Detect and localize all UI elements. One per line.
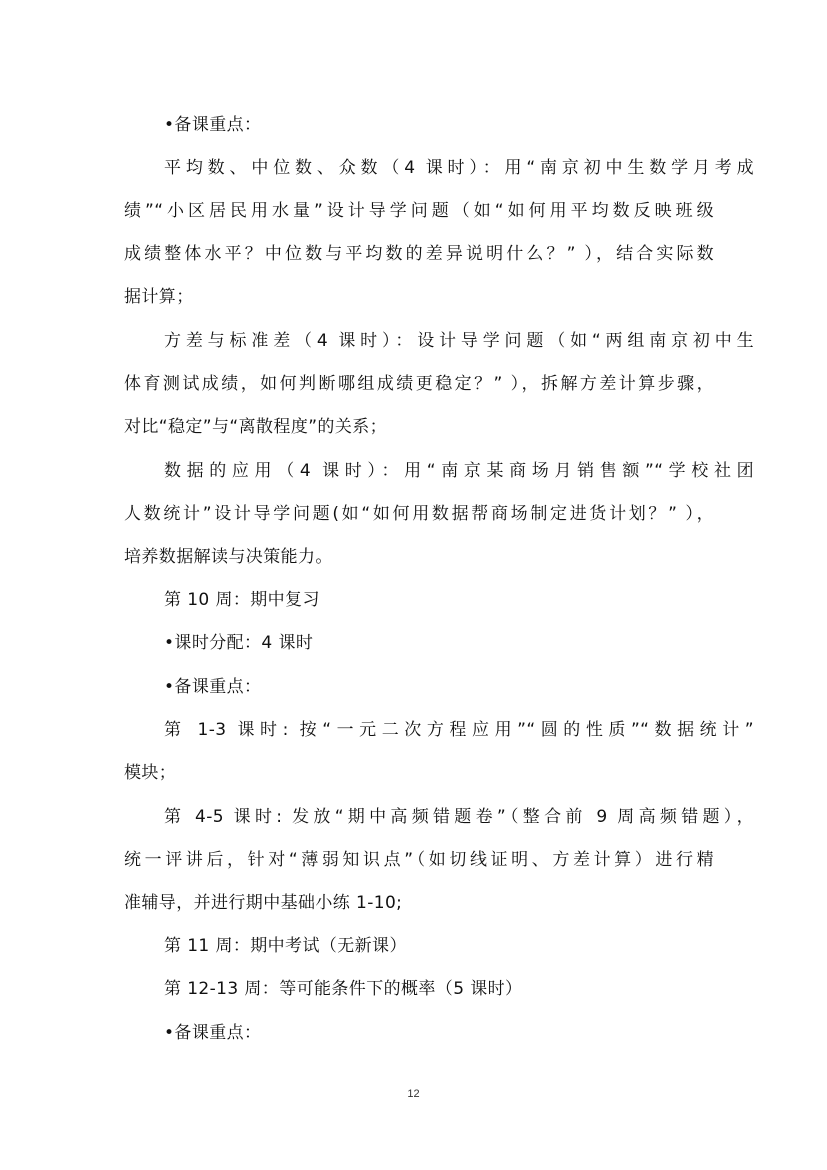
text-line: •课时分配：4 课时	[164, 633, 314, 653]
section-heading: 第 10 周：期中复习	[164, 590, 320, 610]
text-line: 第 4-5 课时: 发放“期中高频错题卷”（整合前 9 周高频错题），	[164, 807, 754, 827]
text-line: 数据的应用（4 课时）：用“南京某商场月销售额”“学校社团	[164, 461, 754, 481]
text-line: •备课重点：	[164, 1023, 262, 1043]
text-line: 培养数据解读与决策能力。	[124, 547, 333, 567]
text-line: 方差与标准差（4 课时）：设计导学问题（如“两组南京初中生	[164, 331, 754, 351]
text-line: 第 1-3 课时: 按“一元二次方程应用”“圆的性质”“数据统计”	[164, 720, 754, 740]
text-line: 统一评讲后，针对“薄弱知识点”（如切线证明、方差计算）进行精	[124, 850, 714, 870]
page-number: 12	[407, 1088, 420, 1100]
text-line: 平均数、中位数、众数（4 课时）：用“南京初中生数学月考成	[164, 158, 754, 178]
text-line: 绩”“小区居民用水量”设计导学问题（如“如何用平均数反映班级	[124, 201, 714, 221]
text-line: 准辅导，并进行期中基础小练 1-10;	[124, 893, 403, 913]
text-line: 成绩整体水平？中位数与平均数的差异说明什么？” ），结合实际数	[124, 244, 714, 264]
text-line: 对比“稳定”与“离散程度”的关系；	[124, 417, 388, 437]
text-line: 模块；	[124, 763, 177, 783]
text-line: 体育测试成绩，如何判断哪组成绩更稳定？” ），拆解方差计算步骤，	[124, 374, 714, 394]
text-line: •备课重点：	[164, 115, 262, 135]
text-line: 人数统计”设计导学问题(如“如何用数据帮商场制定进货计划？” ），	[124, 504, 714, 524]
text-line: •备课重点：	[164, 677, 262, 697]
section-heading: 第 11 周：期中考试（无新课）	[164, 936, 407, 956]
section-heading: 第 12-13 周：等可能条件下的概率（5 课时）	[164, 979, 523, 999]
text-line: 据计算；	[124, 287, 194, 307]
